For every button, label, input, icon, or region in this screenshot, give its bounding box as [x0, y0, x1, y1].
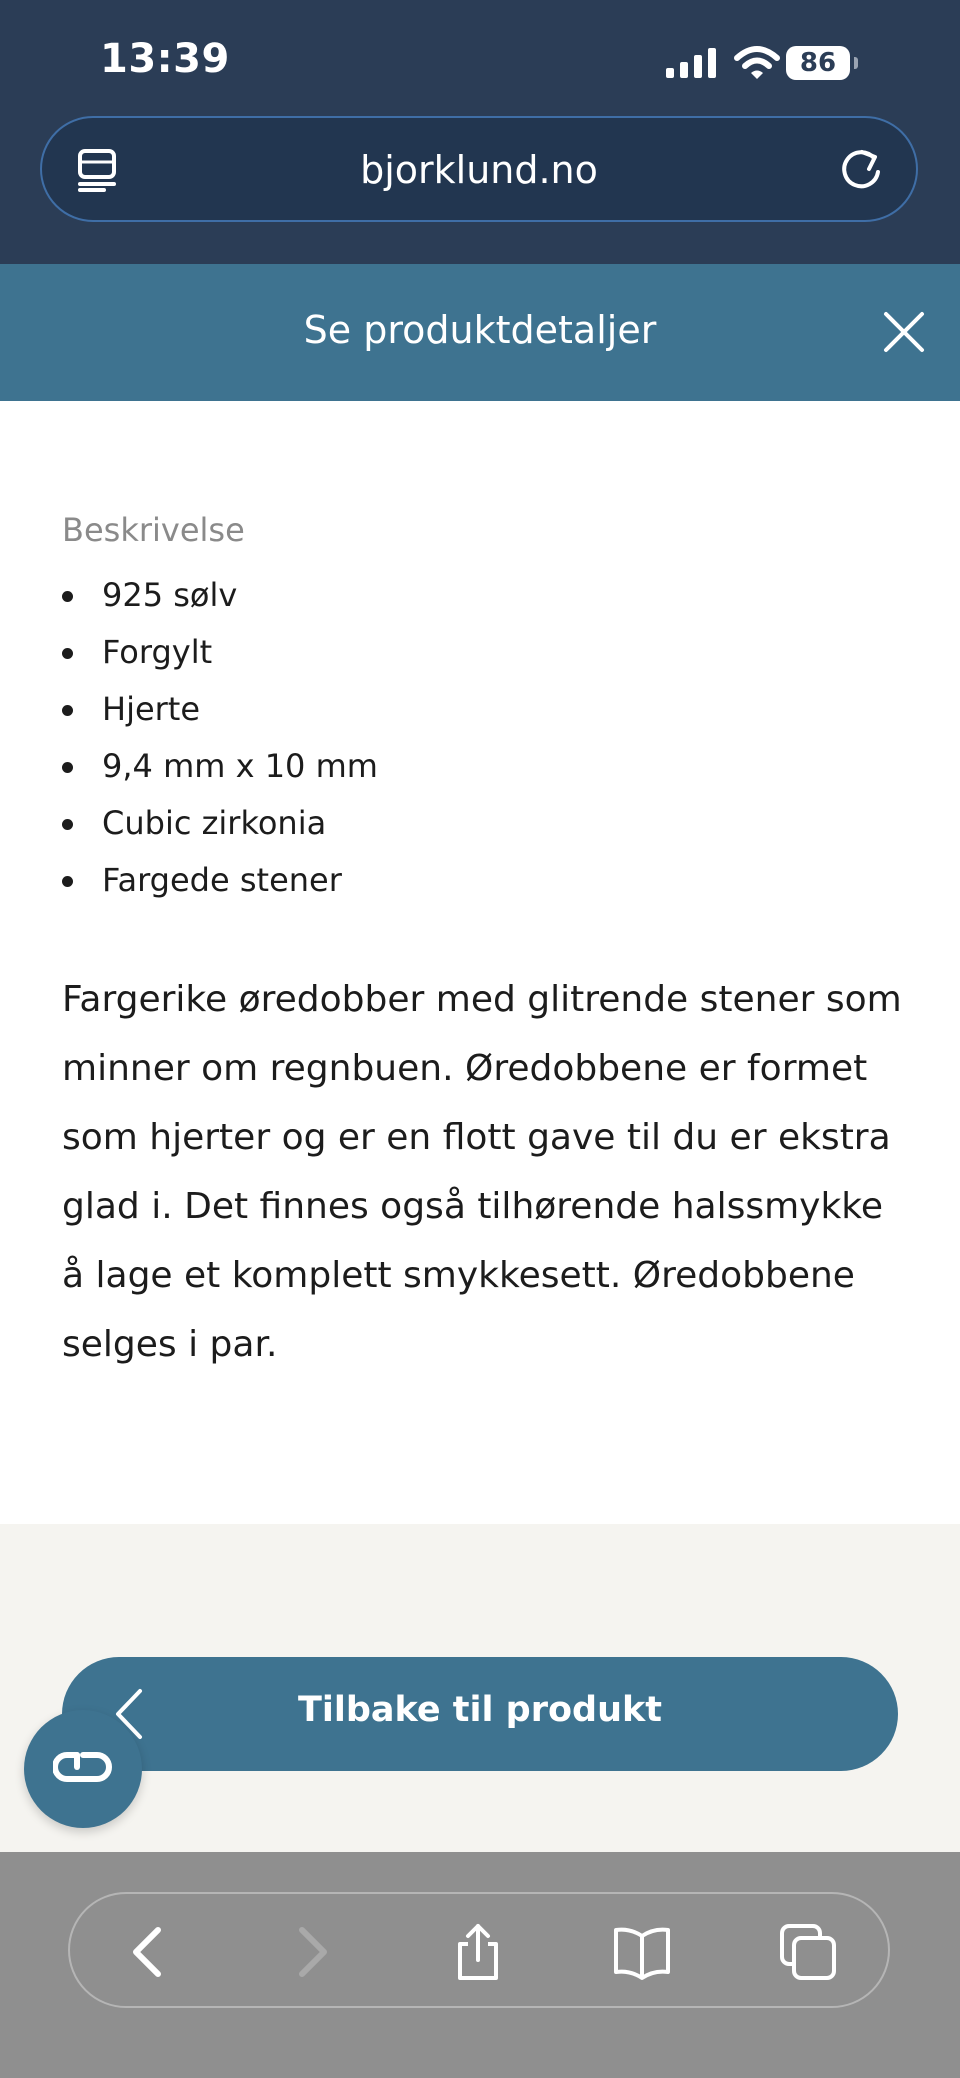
- forward-arrow-icon[interactable]: [280, 1922, 340, 1982]
- feature-item: 9,4 mm x 10 mm: [62, 738, 902, 795]
- browser-top-chrome: [0, 0, 960, 264]
- product-description: [62, 401, 902, 1379]
- toolbar-pill: [68, 1892, 890, 2008]
- modal-footer: [0, 1524, 960, 1852]
- close-icon[interactable]: [876, 304, 932, 360]
- status-time: 13:39: [100, 36, 230, 82]
- feature-item: Forgylt: [62, 624, 902, 681]
- feature-item: Cubic zirkonia: [62, 795, 902, 852]
- feature-item: 925 sølv: [62, 567, 902, 624]
- back-arrow-icon[interactable]: [120, 1922, 180, 1982]
- back-to-product-button[interactable]: [62, 1657, 898, 1771]
- description-label: Beskrivelse: [62, 511, 245, 549]
- wifi-icon: [734, 46, 780, 80]
- bookmarks-icon[interactable]: [612, 1922, 672, 1982]
- battery-icon: 86: [786, 46, 850, 80]
- feature-item: Fargede stener: [62, 852, 902, 909]
- description-paragraph: Fargerike øredobber med glitrende stener som minner om regnbuen. Øredobbene er formet som hjerter og er en flott gave til du er ekstra glad i. Det finnes også tilhørende halssmykke å lage et komplett smykkesett. Øredobbene selges i par.: [62, 979, 902, 1365]
- tabs-icon[interactable]: [778, 1922, 838, 1982]
- chat-button[interactable]: [24, 1710, 142, 1828]
- url-text[interactable]: bjorklund.no: [360, 148, 598, 192]
- share-icon[interactable]: [448, 1922, 508, 1982]
- chat-icon: [53, 1751, 113, 1787]
- modal-header: [0, 264, 960, 401]
- browser-bottom-toolbar: [0, 1852, 960, 2078]
- modal-title: Se produktdetaljer: [303, 308, 657, 352]
- feature-item: Hjerte: [62, 681, 902, 738]
- url-bar[interactable]: [40, 116, 918, 222]
- battery-nub: [854, 57, 858, 69]
- feature-list: [62, 567, 902, 909]
- reload-icon[interactable]: [838, 146, 884, 192]
- signal-icon: [666, 48, 718, 78]
- back-button-label: Tilbake til produkt: [297, 1690, 663, 1730]
